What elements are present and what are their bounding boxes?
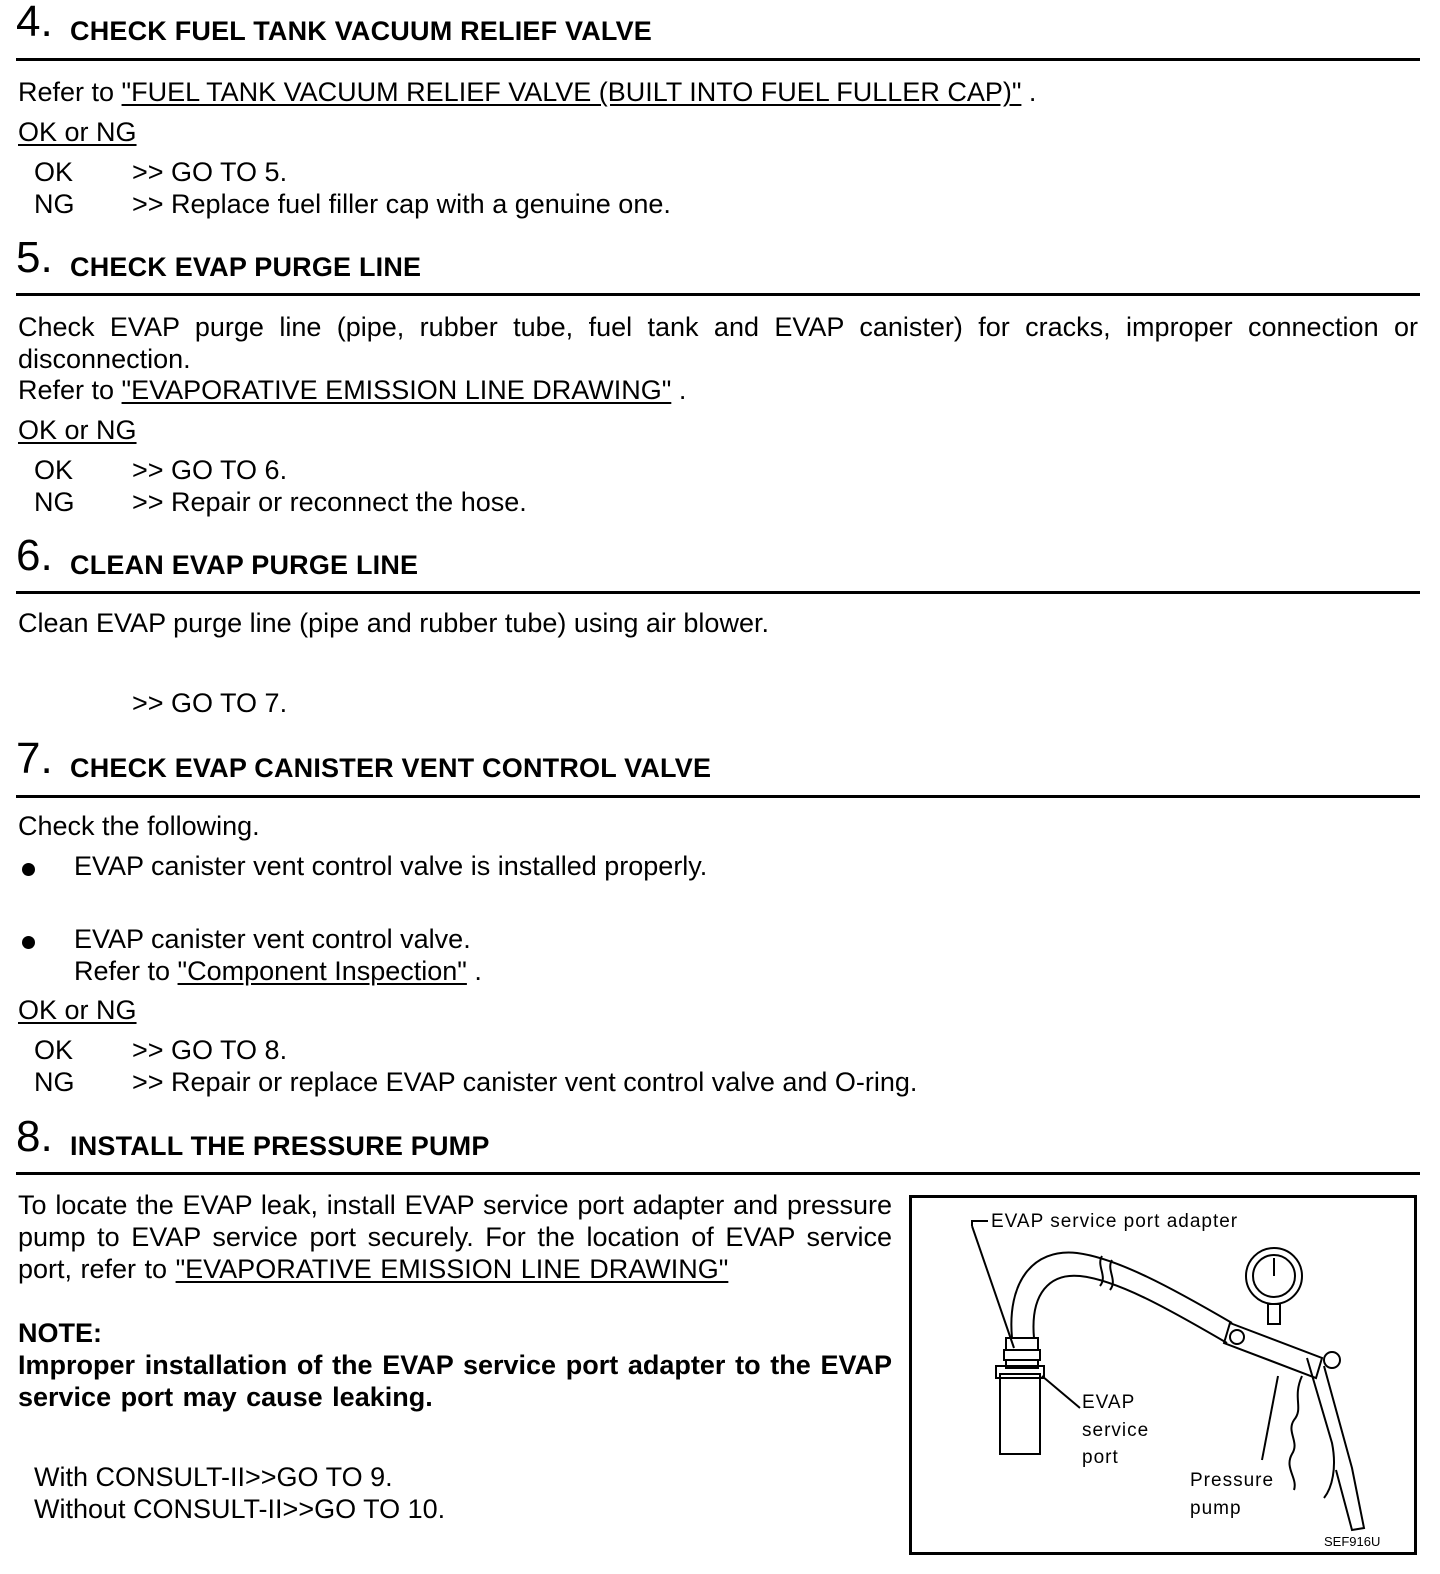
note-label: NOTE: bbox=[18, 1318, 102, 1348]
without-consult-result: Without CONSULT-II>>GO TO 10. bbox=[34, 1494, 446, 1524]
next-value: >> GO TO 7. bbox=[132, 688, 288, 718]
service-port-label-line1: EVAP bbox=[1082, 1392, 1136, 1413]
step-5-header bbox=[16, 233, 1420, 286]
pressure-pump-installation-figure bbox=[909, 1195, 1417, 1555]
ng-key: NG bbox=[34, 189, 75, 219]
body-text: To locate the EVAP leak, install EVAP service port adapter and pressure pump to EVAP service port securely. For the location of EVAP service port, refer to bbox=[18, 1190, 892, 1284]
refer-prefix: Refer to bbox=[18, 375, 122, 405]
ok-key: OK bbox=[34, 157, 74, 187]
refer-link-fuel-tank-vacuum-relief-valve[interactable]: "FUEL TANK VACUUM RELIEF VALVE (BUILT INTO FUEL FULLER CAP)" bbox=[121, 77, 1022, 107]
bullet-item: EVAP canister vent control valve is installed properly. bbox=[74, 851, 708, 881]
step-number: 5. bbox=[16, 233, 53, 282]
refer-prefix: Refer to bbox=[74, 956, 178, 986]
refer-link-evaporative-emission-line-drawing[interactable]: "EVAPORATIVE EMISSION LINE DRAWING" bbox=[175, 1254, 729, 1284]
ok-value: >> GO TO 6. bbox=[132, 455, 288, 485]
refer-suffix: . bbox=[1021, 77, 1037, 107]
refer-link-evaporative-emission-line-drawing[interactable]: "EVAPORATIVE EMISSION LINE DRAWING" bbox=[121, 375, 672, 405]
step-title: INSTALL THE PRESSURE PUMP bbox=[70, 1131, 490, 1161]
adapter-label: EVAP service port adapter bbox=[991, 1211, 1239, 1232]
ng-value: >> Repair or replace EVAP canister vent control valve and O-ring. bbox=[132, 1067, 918, 1097]
ok-or-ng-label: OK or NG bbox=[18, 995, 137, 1025]
step-7-header bbox=[16, 734, 1420, 787]
ok-value: >> GO TO 5. bbox=[132, 157, 288, 187]
refer-suffix: . bbox=[671, 375, 687, 405]
step-number: 8. bbox=[16, 1112, 53, 1161]
step-title: CHECK FUEL TANK VACUUM RELIEF VALVE bbox=[70, 16, 653, 46]
step-divider bbox=[16, 591, 1420, 594]
step-8 bbox=[16, 1112, 1420, 1524]
ng-key: NG bbox=[34, 487, 75, 517]
step-divider bbox=[16, 1172, 1420, 1175]
ok-or-ng-label: OK or NG bbox=[18, 117, 137, 147]
ok-key: OK bbox=[34, 455, 74, 485]
step-title: CHECK EVAP PURGE LINE bbox=[70, 252, 422, 282]
refer-line bbox=[74, 955, 482, 987]
step-body: Check EVAP purge line (pipe, rubber tube, fuel tank and EVAP canister) for cracks, improper connection or disconnection. bbox=[18, 312, 1418, 374]
note-text: Improper installation of the EVAP service port adapter to the EVAP service port may cause leaking. bbox=[18, 1350, 892, 1412]
step-divider bbox=[16, 58, 1420, 61]
step-6-header bbox=[16, 531, 1420, 584]
step-7 bbox=[16, 734, 1420, 1097]
ok-value: >> GO TO 8. bbox=[132, 1035, 288, 1065]
step-5 bbox=[16, 233, 1420, 517]
ok-key: OK bbox=[34, 1035, 74, 1065]
step-title: CLEAN EVAP PURGE LINE bbox=[70, 550, 419, 580]
step-number: 6. bbox=[16, 531, 53, 580]
step-4-header bbox=[16, 0, 1420, 50]
step-divider bbox=[16, 293, 1420, 296]
figure-code: SEF916U bbox=[1324, 1534, 1381, 1549]
pressure-pump-diagram bbox=[912, 1198, 1414, 1552]
ng-value: >> Replace fuel filler cap with a genuine one. bbox=[132, 189, 671, 219]
refer-link-component-inspection[interactable]: "Component Inspection" bbox=[177, 956, 467, 986]
step-4 bbox=[16, 0, 1420, 219]
service-port-label-line3: port bbox=[1082, 1447, 1119, 1468]
step-number: 7. bbox=[16, 734, 53, 783]
with-consult-result: With CONSULT-II>>GO TO 9. bbox=[34, 1462, 393, 1492]
ng-value: >> Repair or reconnect the hose. bbox=[132, 487, 527, 517]
step-8-header bbox=[16, 1112, 1420, 1165]
step-number: 4. bbox=[16, 0, 53, 46]
refer-line bbox=[18, 76, 1036, 108]
refer-line bbox=[18, 374, 686, 406]
step-body: Check the following. bbox=[18, 811, 260, 841]
bullet-icon bbox=[22, 936, 35, 949]
bullet-icon bbox=[22, 863, 35, 876]
service-port-label-line2: service bbox=[1082, 1420, 1150, 1441]
step-title: CHECK EVAP CANISTER VENT CONTROL VALVE bbox=[70, 753, 712, 783]
ng-key: NG bbox=[34, 1067, 75, 1097]
step-body bbox=[18, 1189, 892, 1285]
pressure-pump-label-line1: Pressure bbox=[1190, 1470, 1275, 1491]
refer-suffix: . bbox=[466, 956, 482, 986]
pressure-pump-label-line2: pump bbox=[1190, 1498, 1242, 1519]
ok-or-ng-label: OK or NG bbox=[18, 415, 137, 445]
step-6 bbox=[16, 531, 1420, 718]
step-divider bbox=[16, 795, 1420, 798]
step-body: Clean EVAP purge line (pipe and rubber tube) using air blower. bbox=[18, 608, 769, 638]
bullet-item: EVAP canister vent control valve. bbox=[74, 924, 471, 954]
refer-prefix: Refer to bbox=[18, 77, 122, 107]
